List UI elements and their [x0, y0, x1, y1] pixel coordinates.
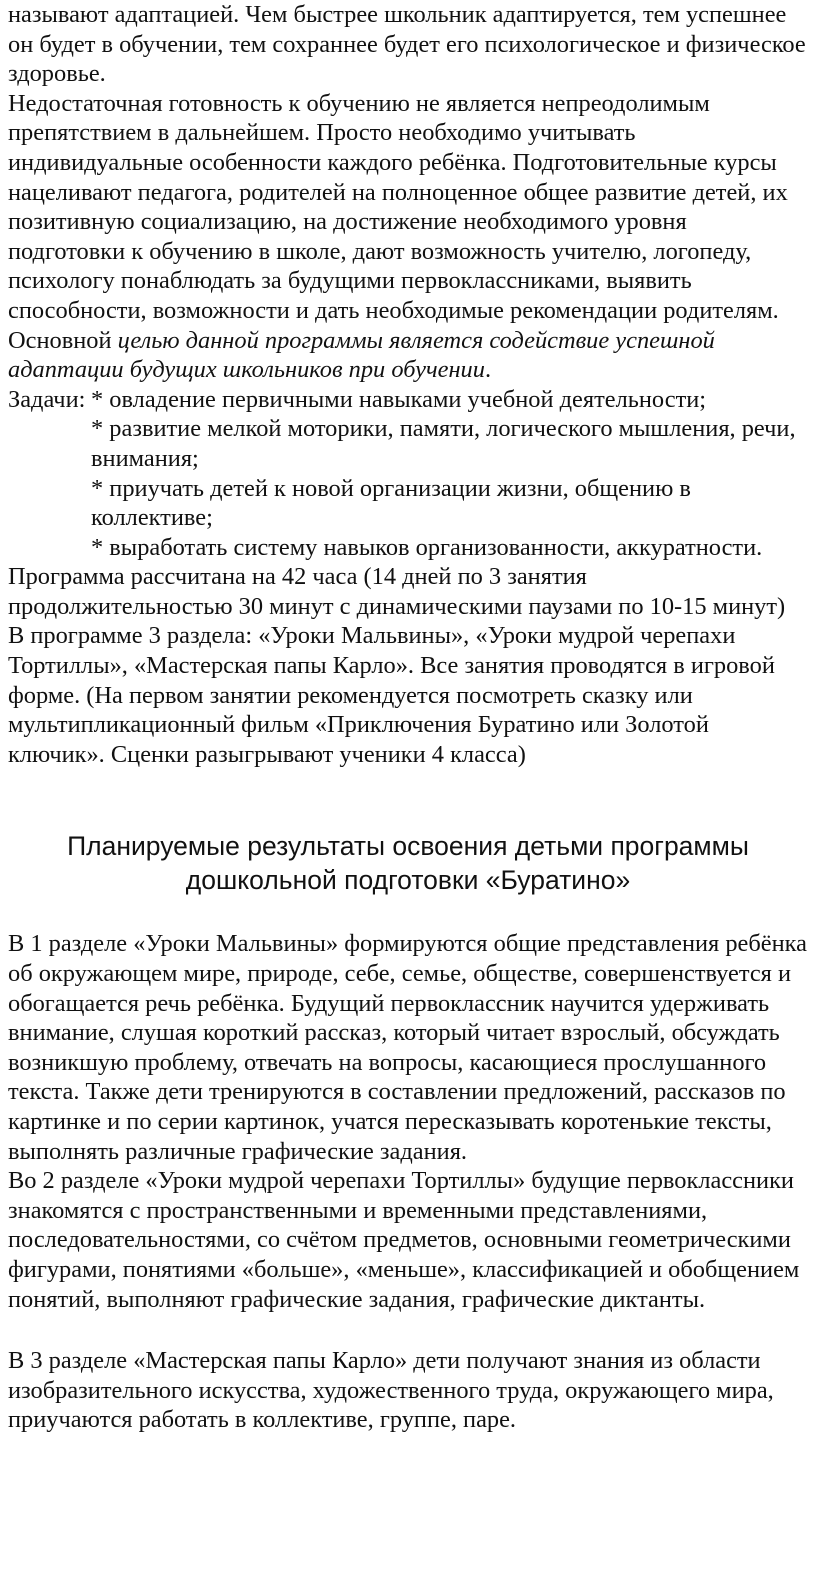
- tasks-label: Задачи:: [8, 385, 86, 413]
- task-item-4: * выработать систему навыков организованности, аккуратности.: [91, 533, 763, 561]
- section-heading-line-1: Планируемые результаты освоения детьми программы: [67, 831, 749, 862]
- task-item-text: * овладение первичными навыками учебной деятельности;: [91, 385, 707, 413]
- section-1-paragraph: В 1 разделе «Уроки Мальвины» формируются общие представления ребёнка об окружающем мире, природе, себе, семье, обществе, совершенствуется и обогащается речь ребёнка. Будущий первоклассник научится удерживать внимание, слушая короткий рассказ, который читает взрослый, обсуждать возникшую проблему, отвечать на вопросы, касающиеся прослушанного текста. Также дети тренируются в составлении предложений, рассказов по картинке и по серии картинок, учатся пересказывать коротенькие тексты, выполнять различные графические задания.: [8, 930, 807, 1165]
- task-item-3: * приучать детей к новой организации жизни, общению в коллективе;: [91, 474, 691, 532]
- goal-prefix: Основной: [8, 326, 118, 354]
- goal-paragraph: [8, 326, 808, 385]
- section-2-paragraph: Во 2 разделе «Уроки мудрой черепахи Тортиллы» будущие первоклассники знакомятся с пространственными и временными представлениями, последовательностями, со счётом предметов, основными геометрическими фигурами, понятиями «больше», «меньше», классификацией и обобщением понятий, выполняют графические задания, графические диктанты.: [8, 1167, 800, 1313]
- section-heading-line-2: дошкольной подготовки «Буратино»: [185, 865, 631, 896]
- spacer: [8, 769, 808, 829]
- program-sections-paragraph: В программе 3 раздела: «Уроки Мальвины», «Уроки мудрой черепахи Тортиллы», «Мастерская папы Карло». Все занятия проводятся в игровой форме. (На первом занятии рекомендуется посмотреть сказку или мультипликационный фильм «Приключения Буратино или Золотой ключик». Сценки разыгрывают ученики 4 класса): [8, 622, 775, 768]
- goal-italic-text: целью данной программы является содействие успешной адаптации будущих школьников при обучении: [8, 326, 715, 384]
- task-item-2: * развитие мелкой моторики, памяти, логического мышления, речи, внимания;: [91, 415, 796, 472]
- task-item-1: [8, 385, 808, 415]
- goal-suffix: .: [484, 356, 492, 384]
- spacer: [8, 1314, 808, 1346]
- tasks-list: [8, 385, 808, 563]
- program-duration-paragraph: Программа рассчитана на 42 часа (14 дней по 3 занятия продолжительностью 30 минут с динамическими паузами по 10-15 минут): [8, 563, 786, 620]
- section-heading: [8, 829, 808, 897]
- intro-paragraph-readiness: Недостаточная готовность к обучению не является непреодолимым препятствием в дальнейшем. Просто необходимо учитывать индивидуальные особенности каждого ребёнка. Подготовительные курсы нацеливают педагога, родителей на полноценное общее развитие детей, их позитивную социализацию, на достижение необходимого уровня подготовки к обучению в школе, дают возможность учителю, логопеду, психологу понаблюдать за будущими первоклассниками, выявить способности, возможности и дать необходимые рекомендации родителям.: [8, 89, 788, 324]
- intro-paragraph-adaptation: называют адаптацией. Чем быстрее школьник адаптируется, тем успешнее он будет в обучении, тем сохраннее будет его психологическое и физическое здоровье.: [8, 1, 806, 88]
- spacer: [8, 897, 808, 929]
- section-3-paragraph: В 3 разделе «Мастерская папы Карло» дети получают знания из области изобразительного искусства, художественного труда, окружающего мира, приучаются работать в коллективе, группе, паре.: [8, 1347, 774, 1434]
